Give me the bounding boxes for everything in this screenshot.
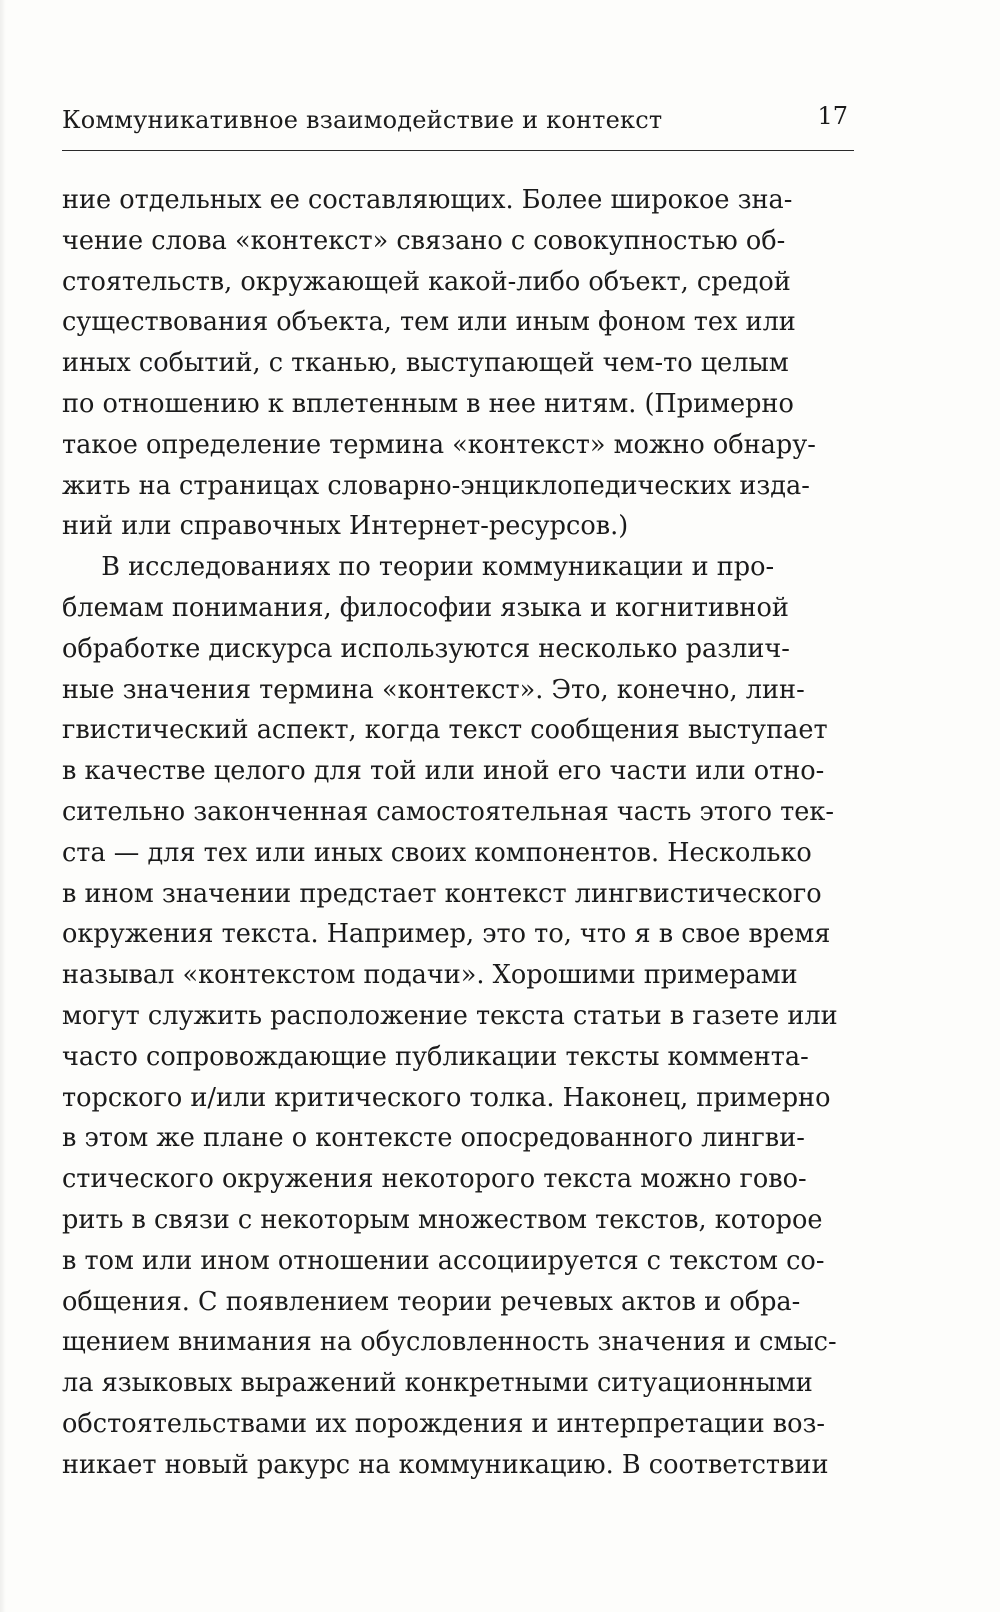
text-line: в том или ином отношении ассоциируется с текстом со- <box>62 1245 825 1276</box>
page-number: 17 <box>817 102 848 130</box>
text-line: в этом же плане о контексте опосредованного лингви- <box>62 1123 805 1154</box>
text-line: часто сопровождающие публикации тексты коммента- <box>62 1041 809 1072</box>
text-line: называл «контекстом подачи». Хорошими примерами <box>62 960 798 991</box>
text-line: стоятельств, окружающей какой-либо объект, средой <box>62 266 791 297</box>
text-line: В исследованиях по теории коммуникации и про- <box>101 552 775 583</box>
running-title: Коммуникативное взаимодействие и контекст <box>62 106 663 134</box>
text-line: ний или справочных Интернет-ресурсов.) <box>62 511 629 542</box>
running-header <box>62 100 854 151</box>
text-line: ные значения термина «контекст». Это, конечно, лин- <box>62 674 805 705</box>
text-line: существования объекта, тем или иным фоном тех или <box>62 307 796 338</box>
text-line: ла языковых выражений конкретными ситуационными <box>62 1368 813 1399</box>
text-line: окружения текста. Например, это то, что я в свое время <box>62 919 831 950</box>
text-line: обстоятельствами их порождения и интерпретации воз- <box>62 1408 826 1439</box>
text-line: обработке дискурса используются несколько различ- <box>62 633 790 664</box>
text-line: никает новый ракурс на коммуникацию. В соответствии <box>62 1449 829 1480</box>
text-line: ста — для тех или иных своих компонентов. Несколько <box>62 837 812 868</box>
text-line: могут служить расположение текста статьи в газете или <box>62 1000 838 1031</box>
text-line: жить на страницах словарно-энциклопедических изда- <box>62 470 810 501</box>
text-line: рить в связи с некоторым множеством текстов, которое <box>62 1204 823 1235</box>
text-line: стического окружения некоторого текста можно гово- <box>62 1164 807 1195</box>
text-line: в качестве целого для той или иной его части или отно- <box>62 756 825 787</box>
page-edge-shadow <box>0 0 6 1612</box>
text-line: чение слова «контекст» связано с совокупностью об- <box>62 225 786 256</box>
text-line: в ином значении предстает контекст лингвистического <box>62 878 822 909</box>
text-line: такое определение термина «контекст» можно обнару- <box>62 429 816 460</box>
text-line: блемам понимания, философии языка и когнитивной <box>62 592 789 623</box>
body-text <box>62 180 862 1486</box>
text-line: щением внимания на обусловленность значения и смыс- <box>62 1327 837 1358</box>
text-line: по отношению к вплетенным в нее нитям. (Примерно <box>62 388 794 419</box>
text-line: общения. С появлением теории речевых актов и обра- <box>62 1286 801 1317</box>
text-line: ние отдельных ее составляющих. Более широкое зна- <box>62 185 793 215</box>
text-line: сительно законченная самостоятельная часть этого тек- <box>62 796 835 827</box>
text-line: иных событий, с тканью, выступающей чем-то целым <box>62 348 789 379</box>
text-line: торского и/или критического толка. Наконец, примерно <box>62 1082 831 1113</box>
text-line: гвистический аспект, когда текст сообщения выступает <box>62 715 828 746</box>
